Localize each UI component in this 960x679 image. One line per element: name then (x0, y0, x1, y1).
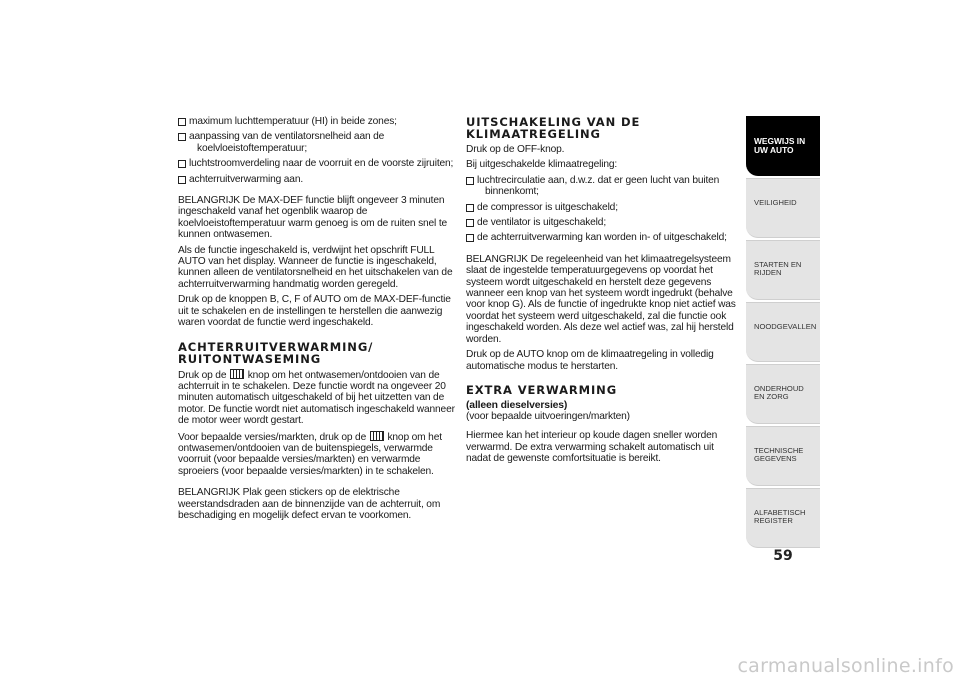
paragraph-mirror-defrost: Voor bepaalde versies/markten, druk op de knop om het ontwasemen/ontdooien van de buitenspiegels, verwarmde voorruit (voor bepaalde versies/markten) en verwarmde sproeiers (voor bepaalde versies/markten) in te schakelen. (178, 431, 442, 477)
important-note-stickers: BELANGRIJK Plak geen stickers op de elektrische weerstandsdraden aan de binnenzijde van de achterruit, om beschadiging en mogelijk defect ervan te voorkomen. (178, 487, 441, 521)
paragraph-when-off: Bij uitgeschakelde klimaatregeling: (466, 159, 618, 171)
paragraph-rear-defrost: Druk op de knop om het ontwasemen/ontdooien van de achterruit in te schakelen. Deze functie wordt na ongeveer 20 minuten automatisch uitgeschakeld of bij het uitzetten van de motor. De functie wordt niet automatisch ingeschakeld wanneer de motor weer wordt gestart. (178, 369, 455, 427)
bullet-text-continued: koelvloeistoftemperatuur; (197, 142, 308, 154)
bullet-text: aanpassing van de ventilatorsnelheid aan de (189, 131, 385, 143)
list-item (466, 232, 736, 243)
right-column (466, 116, 736, 469)
section-heading-extra-heating: EXTRA VERWARMING (466, 382, 618, 397)
paragraph-auto-restart: Druk op de AUTO knop om de klimaatregeling in volledig automatische modus te herstarten. (466, 349, 714, 372)
list-item (466, 175, 736, 198)
tab-technische-gegevens[interactable]: TECHNISCHE GEGEVENS (746, 426, 820, 486)
list-item (466, 217, 736, 228)
checkbox-bullet-icon (178, 118, 186, 126)
list-item (178, 131, 456, 154)
left-column (178, 116, 456, 525)
paragraph-extra-heating: Hiermee kan het interieur op koude dagen sneller worden verwarmd. De extra verwarming schakelt automatisch uit nadat de gewenste comfortsituatie is bereikt. (466, 430, 718, 465)
tab-veiligheid[interactable]: VEILIGHEID (746, 178, 820, 238)
tab-starten-en-rijden[interactable]: STARTEN EN RIJDEN (746, 240, 820, 300)
checkbox-bullet-icon (178, 160, 186, 168)
bullet-text: maximum luchttemperatuur (HI) in beide zones; (189, 116, 397, 127)
list-item (466, 202, 736, 213)
rear-defrost-icon (230, 369, 244, 379)
checkbox-bullet-icon (178, 133, 186, 141)
watermark: carmanualsonline.info (737, 655, 954, 677)
bullet-text: achterruitverwarming aan. (189, 173, 304, 185)
tab-onderhoud-en-zorg[interactable]: ONDERHOUD EN ZORG (746, 364, 820, 424)
checkbox-bullet-icon (178, 176, 186, 184)
important-note-max-def: BELANGRIJK De MAX-DEF functie blijft ongeveer 3 minuten ingeschakeld vanaf het ogenblik waarop de koelvloeistoftemperatuur warm genoeg is om de ruiten snel te kunnen ontwasemen. (178, 195, 448, 241)
page-number: 59 (773, 548, 793, 564)
subheading-diesel: (alleen dieselversies) (466, 399, 568, 411)
checkbox-bullet-icon (466, 177, 474, 185)
rear-defrost-icon (370, 431, 384, 441)
bullet-text: de achterruitverwarming kan worden in- of uitgeschakeld; (477, 232, 727, 244)
checkbox-bullet-icon (466, 204, 474, 212)
bullet-text: luchtrecirculatie aan, d.w.z. dat er geen lucht van buiten (477, 174, 720, 186)
bullet-text: luchtstroomverdeling naar de voorruit en de voorste zijruiten; (189, 158, 454, 170)
tab-alfabetisch-register[interactable]: ALFABETISCH REGISTER (746, 488, 820, 548)
bullet-text: de ventilator is uitgeschakeld; (477, 217, 606, 229)
bullet-text-continued: binnenkomt; (485, 186, 539, 198)
bullet-text: de compressor is uitgeschakeld; (477, 201, 618, 213)
tab-wegwijs-in-uw-auto[interactable]: WEGWIJS IN UW AUTO (746, 116, 820, 176)
chapter-index-tabs (746, 116, 820, 550)
section-heading-climate-off: UITSCHAKELING VAN DE KLIMAATREGELING (466, 115, 641, 141)
list-item (178, 116, 456, 127)
paragraph-buttons: Druk op de knoppen B, C, F of AUTO om de MAX-DEF-functie uit te schakelen en de instellingen te herstellen die aanwezig waren voordat de functie werd ingeschakeld. (178, 294, 451, 329)
paragraph-off-button: Druk op de OFF-knop. (466, 144, 565, 155)
subheading-versions: (voor bepaalde uitvoeringen/markten) (466, 410, 630, 422)
important-note-memory: BELANGRIJK De regeleenheid van het klimaatregelsysteem slaat de ingestelde temperatuurgegevens op voordat het systeem wordt uitgeschakeld en herstelt deze gegevens wanneer een knop van het systeem wordt ingedrukt (behalve voor knop G). Als de functie of ingedrukte knop niet actief was voordat het systeem werd uitgeschakeld, zal die functie ook ingeschakeld worden. Als deze wel actief was, zal hij hersteld worden. (466, 253, 736, 345)
tab-noodgevallen[interactable]: NOODGEVALLEN (746, 302, 820, 362)
list-item (178, 174, 456, 185)
checkbox-bullet-icon (466, 234, 474, 242)
checkbox-bullet-icon (466, 219, 474, 227)
section-heading-rear-defrost: ACHTERRUITVERWARMING/ RUITONTWASEMING (178, 339, 374, 366)
paragraph-full-auto: Als de functie ingeschakeld is, verdwijnt het opschrift FULL AUTO van het display. Wanneer de functie is ingeschakeld, kunnen alleen de ventilatorsnelheid en het uitschakelen van de achterruitverwarming handmatig worden geregeld. (178, 244, 453, 290)
list-item (178, 158, 456, 169)
